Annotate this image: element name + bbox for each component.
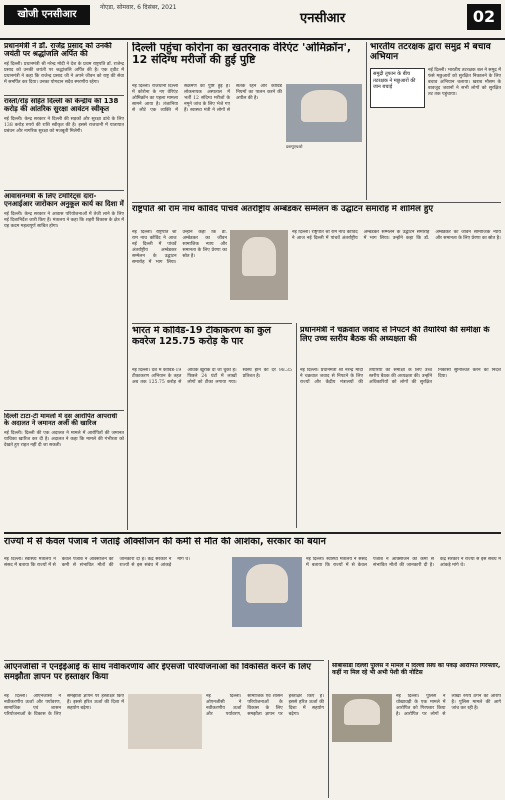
story-left-top-body: नई दिल्ली। प्रधानमंत्री श्री नरेन्द्र मोदी ने देश के प्रथम राष्ट्रपति डॉ. राजेन्द्र प्रसाद को उनकी जयंती पर श्रद्धांजलि अर्पित की है। एक ट्वीट में प्रधानमंत्री ने कहा कि राजेन्द्र प्रसाद जी ने अपने जीवन को राष्ट्र की सेवा में समर्पित कर दिया। उनका योगदान सदैव स्मरणीय रहेगा। [4,61,124,85]
president-body-right: नई दिल्ली। राष्ट्रपति श्री राम नाथ कोविंद ने आज नई दिल्ली में पांचवें अंतर्राष्ट्रीय अम्बेडकर सम्मेलन के उद्घाटन समारोह में भाग लिया। उन्होंने कहा कि डॉ. अम्बेडकर का जीवन सामाजिक न्याय और समानता के लिए प्रेरणा का स्रोत है। [292,230,501,241]
masthead [0,0,505,40]
story-left-bottom-headline: आवासनमंत्री के लिए टर्मोरिट्स दारा- एनआईआर जारोकान अनुकूल कार्य का दिशा में [4,193,124,208]
lead-photo [286,84,362,142]
story-left-last-body: नई दिल्ली। दिल्ली की एक अदालत ने मामले में आरोपितों की जमानत याचिका खारिज कर दी है। अदालत ने कहा कि मामले की गंभीरता को देखते हुए राहत नहीं दी जा सकती। [4,430,124,448]
date-line: नोएडा, सोमवार, 6 दिसंबर, 2021 [100,4,177,11]
vaccine-story [132,326,292,366]
story-left-mid-headline: रास्तों/रोड़ सहित दिल्ली को केन्द्रीय की 138 करोड़ की आंतरिक सुरक्षा आवंटन स्वीकृत [4,98,119,113]
oxygen-headline: राज्यों में से केवल पंजाब ने जताई ऑक्सीजन की कमी से मौत की आशंका, सरकार का बयान [4,537,326,547]
oxygen-body-right: नई दिल्ली। स्वास्थ्य मंत्रालय ने संसद में बताया कि राज्यों में से केवल पंजाब ने ऑक्सीजन की कमी से संभावित मौतों की जानकारी दी है। केंद्र सरकार ने राज्यों से इस संबंध में आंकड़े मांगे थे। [306,557,501,568]
oxygen-story [4,537,501,555]
pm-body: नई दिल्ली। प्रधानमंत्री श्री नरेन्द्र मोदी ने चक्रवात जवाद से निपटने के लिए राज्यों और केंद्रीय मंत्रालयों की तैयारियों की समीक्षा के लिए उच्च स्तरीय बैठक की अध्यक्षता की। उन्होंने अधिकारियों को लोगों की सुरक्षित निकासी सुनिश्चित करने का निर्देश दिया। [300,368,501,385]
ongc-photo [128,694,202,749]
page-number: 02 [467,4,501,30]
pm-headline: प्रधानमंत्री ने चक्रवात जवाद से निपटने की तैयारियों की समीक्षा के लिए उच्च स्तरीय बैठक की अध्यक्षता की [300,326,490,343]
ongc-story [4,663,324,691]
pm-story [300,326,501,366]
story-left-last [4,413,124,528]
lead-body: नई दिल्ली। राजधानी दिल्ली में कोरोना के नए वेरिएंट ओमिक्रॉन का पहला मामला सामने आया है। तंजानिया से लौटे एक व्यक्ति में संक्रमण की पुष्टि हुई है। लोकनायक अस्पताल में भर्ती 12 संदिग्ध मरीजों के नमूने जांच के लिए भेजे गए हैं। स्वास्थ्य मंत्री ने लोगों से सतर्क रहने और कोविड नियमों का पालन करने की अपील की है। [132,84,282,113]
right-top-story [370,42,501,200]
ongc-headline: ओएनजीसी ने एनईईआई के साथ नवीकरणीय और ईएसजी परियोजनाओं को विकसित करने के लिए समझौता ज्ञापन पर हस्ताक्षर किया [4,663,311,682]
story-left-top [4,42,124,92]
president-story [132,205,501,227]
lead-photo-caption: डब्ल्यूएचओ [286,144,303,149]
right-top-headline: भारतीय तटरक्षक द्वारा समुद्र में बचाव अभियान [370,42,491,63]
right-bottom-story [332,663,501,691]
ongc-body-right: नई दिल्ली। ओएनजीसी ने नवीकरणीय ऊर्जा और पर्यावरण, सामाजिक एवं शासन परियोजनाओं के विकास के लिए समझौता ज्ञापन पर हस्ताक्षर किए हैं। इससे हरित ऊर्जा की दिशा में सहयोग बढ़ेगा। [206,694,324,717]
president-photo [230,230,288,300]
story-left-bottom-body: नई दिल्ली। केन्द्र सरकार ने आवास परियोजनाओं में तेजी लाने के लिए नई दिशानिर्देश जारी किए हैं। मंत्रालय ने कहा कि शहरी विकास के क्षेत्र में यह कदम महत्वपूर्ण साबित होगा। [4,211,124,229]
story-left-mid [4,98,124,188]
vaccine-body: नई दिल्ली। देश में कोविड-19 टीकाकरण अभियान के तहत अब तक 125.75 करोड़ से अधिक खुराकें दी जा चुकी हैं। पिछले 24 घंटों में लाखों लोगों को टीका लगाया गया। स्वस्थ होने की दर 98.35 प्रतिशत है। [132,368,292,385]
lead-story [132,42,362,82]
story-left-top-headline: प्रधानमंत्री ने डॉ. राजेंद्र प्रसाद को उनकी जयंती पर श्रद्धांजलि अर्पित की [4,42,112,59]
lead-headline: दिल्ली पहुंचा कोरोना का खतरनाक वेरिएंट 'ओमिक्रॉन', 12 संदिग्ध मरीजों की हुई पुष्टि [132,42,352,67]
right-bottom-body: नई दिल्ली। पुलिस ने धोखाधड़ी के एक मामले में आरोपित को गिरफ्तार किया है। आरोपित पर लोगों से लाखों रुपये ठगने का आरोप है। पुलिस मामले की आगे जांच कर रही है। [396,694,501,717]
vaccine-headline: भारत में कोविड-19 टीकाकरण का कुल कवरेज 125.75 करोड़ के पार [132,326,271,347]
story-left-mid-body: नई दिल्ली। केन्द्र सरकार ने दिल्ली की सड़कों और सुरक्षा ढांचे के लिए 138 करोड़ रुपये की राशि स्वीकृत की है। इससे राजधानी में यातायात प्रबंधन और नागरिक सुरक्षा को मजबूती मिलेगी। [4,116,124,134]
oxygen-body-left: नई दिल्ली। स्वास्थ्य मंत्रालय ने संसद में बताया कि राज्यों में से केवल पंजाब ने ऑक्सीजन की कमी से संभावित मौतों की जानकारी दी है। केंद्र सरकार ने राज्यों से इस संबंध में आंकड़े मांगे थे। [4,557,190,568]
right-top-side-box: समुद्री तूफान के बीच तटरक्षक ने मछुआरों की जान बचाई [370,68,425,108]
right-bottom-headline: सीबीसीडी दिल्ली पुलिस ने मामले में दिल्ली सिंघ को पकड़े आरोपित गिरफ्तार, कहीं ना मिल रहे भी अभी पेशी की नोटिस [332,663,501,676]
president-headline: राष्ट्रपति श्री राम नाथ कोविंद पांचवें अंतर्राष्ट्रीय अम्बेडकर सम्मेलन के उद्घाटन समारोह में शामिल हुए [132,205,434,214]
right-bottom-photo [332,694,392,742]
ongc-body-left: नई दिल्ली। ओएनजीसी ने नवीकरणीय ऊर्जा और पर्यावरण, सामाजिक एवं शासन परियोजनाओं के विकास के लिए समझौता ज्ञापन पर हस्ताक्षर किए हैं। इससे हरित ऊर्जा की दिशा में सहयोग बढ़ेगा। [4,694,124,717]
story-left-last-headline: दिल्ली टाटा-टी मामलों में दस आरोपित आपराधी के अदालत ने जमानत अर्जी की खारिज [4,413,118,428]
president-body-left: नई दिल्ली। राष्ट्रपति श्री राम नाथ कोविंद ने आज नई दिल्ली में पांचवें अंतर्राष्ट्रीय अम्बेडकर सम्मेलन के उद्घाटन समारोह में भाग लिया। उन्होंने कहा कि डॉ. अम्बेडकर का जीवन सामाजिक न्याय और समानता के लिए प्रेरणा का स्रोत है। [132,230,227,265]
oxygen-photo [232,557,302,627]
story-left-bottom [4,193,124,408]
section-title: एनसीआर [300,11,346,26]
right-top-body: नई दिल्ली। भारतीय तटरक्षक बल ने समुद्र में फंसे मछुआरों को सुरक्षित निकालने के लिए बचाव अभियान चलाया। खराब मौसम के बावजूद जवानों ने सभी लोगों को सुरक्षित तट तक पहुंचाया। [428,68,501,97]
newspaper-logo: खोजी एनसीआर [4,5,90,25]
